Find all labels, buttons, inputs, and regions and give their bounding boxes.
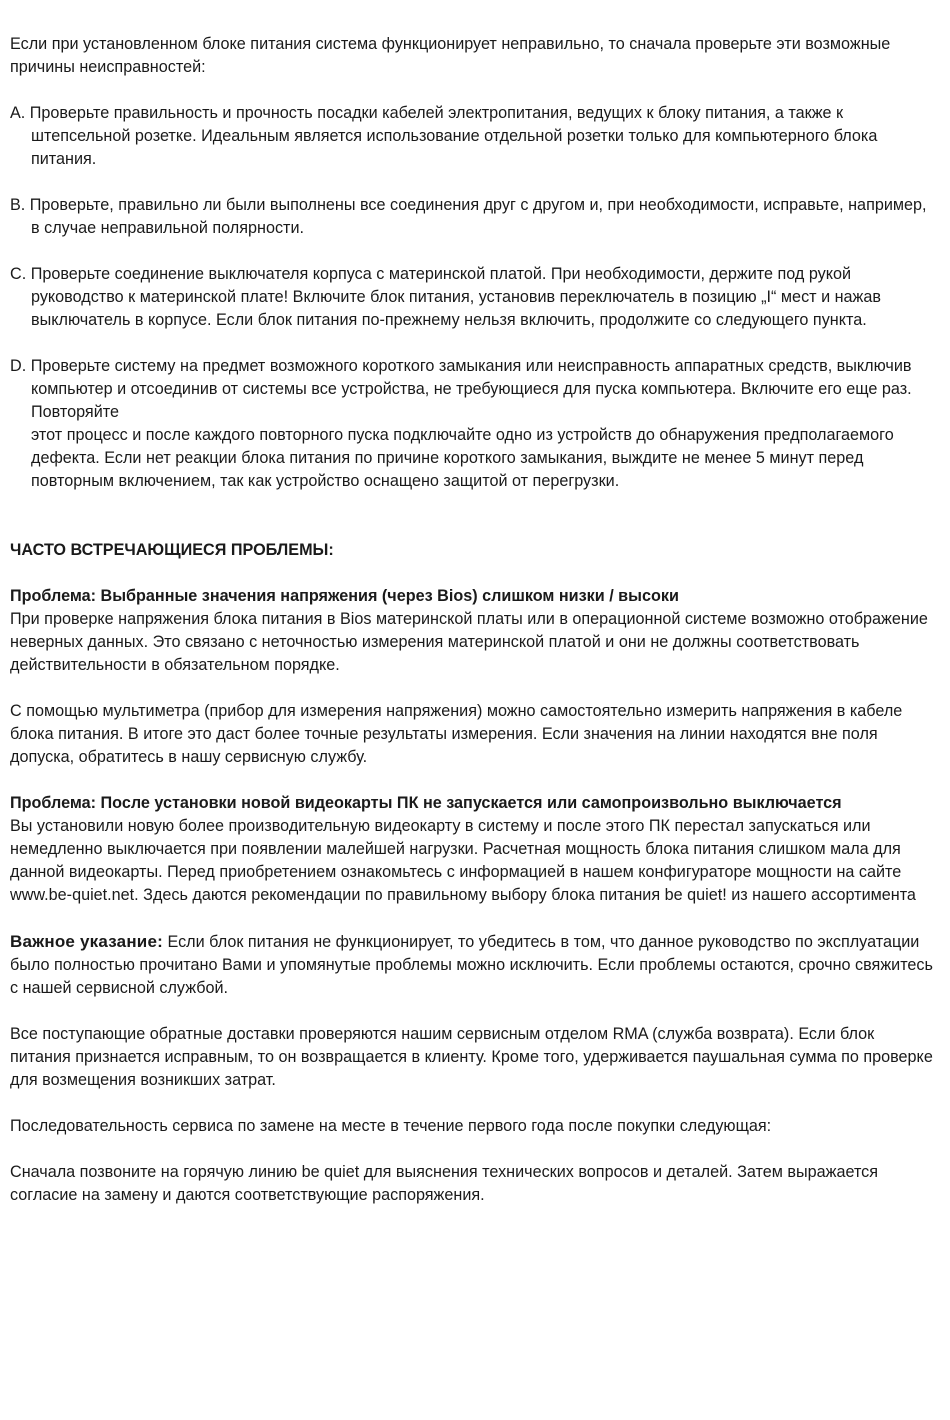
section-title: ЧАСТО ВСТРЕЧАЮЩИЕСЯ ПРОБЛЕМЫ: <box>10 541 334 559</box>
item-text: Проверьте правильность и прочность посадки кабелей электропитания, ведущих к блоку питания, а также к штепсельной розетке. Идеальным является использование отдельной розетки только для компьютерного блока питания. <box>29 104 878 168</box>
problem-description: При проверке напряжения блока питания в Bios материнской платы или в операционной системе возможно отображение неверных данных. Это связано с неточностью измерения материнской платой и они не должны соответствовать действительности в обязательном порядке. <box>10 610 928 674</box>
item-letter: C. <box>10 265 27 283</box>
problem-title: Проблема: Выбранные значения напряжения (через Bios) слишком низки / высоки <box>10 587 679 605</box>
item-letter: B. <box>10 196 26 214</box>
problem-title: Проблема: После установки новой видеокарты ПК не запускается или самопроизвольно выключается <box>10 794 842 812</box>
item-text: Проверьте, правильно ли были выполнены все соединения друг с другом и, при необходимости, исправьте, например, в случае неправильной полярности. <box>29 196 927 237</box>
checklist-item-d <box>10 355 938 493</box>
multimeter-paragraph: С помощью мультиметра (прибор для измерения напряжения) можно самостоятельно измерить напряжения в кабеле блока питания. В итоге это даст более точные результаты измерения. Если значения на линии находятся вне поля допуска, обратитесь в нашу сервисную службу. <box>10 702 903 766</box>
item-text: Проверьте систему на предмет возможного короткого замыкания или неисправность аппаратных средств, выключив компьютер и отсоединив от системы все устройства, не требующиеся для пуска компьютера. Включите его еще раз. Повторяйте <box>30 357 912 421</box>
checklist-item-c <box>10 263 938 332</box>
item-text: Проверьте соединение выключателя корпуса с материнской платой. При необходимости, держите под рукой руководство к материнской плате! Включите блок питания, установив переключатель в позицию „I“ мест и нажав выключатель в корпусе. Если блок питания по-прежнему нельзя включить, продолжите со следующего пункта. <box>30 265 881 329</box>
checklist-item-b <box>10 194 938 240</box>
rma-paragraph: Все поступающие обратные доставки проверяются нашим сервисным отделом RMA (служба возврата). Если блок питания признается исправным, то он возвращается в клиенту. Кроме того, удерживается паушальная сумма по проверке для возмещения возникших затрат. <box>10 1025 933 1089</box>
important-note-text: Если блок питания не функционирует, то убедитесь в том, что данное руководство по эксплуатации было полностью прочитано Вами и упомянутые проблемы можно исключить. Если проблемы остаются, срочно свяжитесь с нашей сервисной службой. <box>10 933 933 997</box>
important-note <box>10 930 938 1000</box>
problem-description: Вы установили новую более производительную видеокарту в систему и после этого ПК перестал запускаться или немедленно выключается при появлении малейшей нагрузки. Расчетная мощность блока питания слишком мала для данной видеокарты. Перед приобретением ознакомьтесь с информацией в нашем конфигураторе мощности на сайте www.be-quiet.net. Здесь даются рекомендации по правильному выбору блока питания be quiet! из нашего ассортимента <box>10 817 916 904</box>
item-letter: D. <box>10 357 27 375</box>
problem-block-voltage <box>10 585 938 677</box>
problem-block-graphics-card <box>10 792 938 907</box>
item-letter: A. <box>10 104 26 122</box>
intro-paragraph: Если при установленном блоке питания система функционирует неправильно, то сначала проверьте эти возможные причины неисправностей: <box>10 35 891 76</box>
item-text-continuation: этот процесс и после каждого повторного пуска подключайте одно из устройств до обнаружения предполагаемого дефекта. Если нет реакции блока питания по причине короткого замыкания, выждите не менее 5 минут перед повторным включением, так как устройство оснащено защитой от перегрузки. <box>31 426 894 490</box>
checklist-item-a <box>10 102 938 171</box>
important-note-label: Важное указание: <box>10 932 163 951</box>
service-sequence-paragraph: Последовательность сервиса по замене на месте в течение первого года после покупки следующая: <box>10 1117 772 1135</box>
hotline-paragraph: Сначала позвоните на горячую линию be quiet для выяснения технических вопросов и деталей. Затем выражается согласие на замену и даются соответствующие распоряжения. <box>10 1163 879 1204</box>
